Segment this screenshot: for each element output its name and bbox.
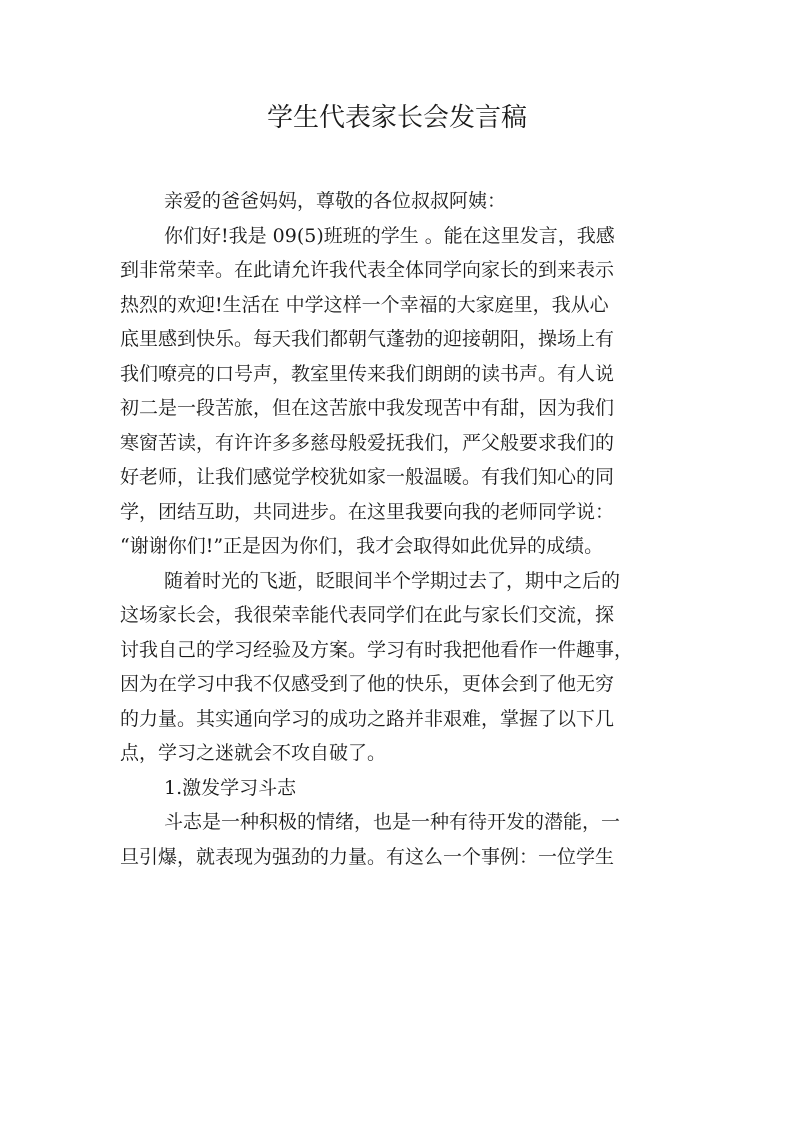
document-body — [120, 184, 680, 874]
section-heading: 1.激发学习斗志 — [164, 776, 297, 799]
paragraph-line: 随着时光的飞逝，眨眼间半个学期过去了，期中之后的 — [164, 569, 621, 592]
paragraph-line: 你们好!我是 09(5)班班的学生 。能在这里发言，我感 — [164, 224, 615, 247]
document-title: 学生代表家长会发言稿 — [266, 103, 527, 133]
paragraph-line: 初二是一段苦旅，但在这苦旅中我发现苦中有甜，因为我们 — [120, 397, 615, 419]
salutation-line: 亲爱的爸爸妈妈，尊敬的各位叔叔阿姨： — [164, 190, 507, 212]
paragraph-line: 底里感到快乐。每天我们都朝气蓬勃的迎接朝阳，操场上有 — [120, 328, 615, 350]
paragraph-line: 这场家长会，我很荣幸能代表同学们在此与家长们交流，探 — [120, 604, 615, 626]
paragraph-line: 热烈的欢迎!生活在 中学这样一个幸福的大家庭里，我从心 — [120, 293, 609, 316]
paragraph-line: 的力量。其实通向学习的成功之路并非艰难，掌握了以下几 — [120, 707, 615, 730]
paragraph-line: 到非常荣幸。在此请允许我代表全体同学向家长的到来表示 — [120, 259, 615, 281]
paragraph-line: “谢谢你们!”正是因为你们，我才会取得如此优异的成绩。 — [120, 535, 604, 557]
paragraph-line: 学，团结互助，共同进步。在这里我要向我的老师同学说： — [120, 500, 615, 523]
paragraph-line: 点，学习之迷就会不攻自破了。 — [120, 742, 387, 764]
paragraph-line: 斗志是一种积极的情绪，也是一种有待开发的潜能，一 — [164, 811, 621, 833]
paragraph-line: 旦引爆，就表现为强劲的力量。有这么一个事例：一位学生 — [120, 845, 615, 868]
paragraph-line: 寒窗苦读，有许许多多慈母般爱抚我们，严父般要求我们的 — [120, 431, 615, 454]
paragraph-line: 我们嘹亮的口号声，教室里传来我们朗朗的读书声。有人说 — [120, 362, 615, 385]
paragraph-line: 因为在学习中我不仅感受到了他的快乐，更体会到了他无穷 — [120, 673, 615, 695]
paragraph-line: 讨我自己的学习经验及方案。学习有时我把他看作一件趣事， — [120, 638, 634, 661]
paragraph-line: 好老师，让我们感觉学校犹如家一般温暖。有我们知心的同 — [120, 466, 615, 488]
